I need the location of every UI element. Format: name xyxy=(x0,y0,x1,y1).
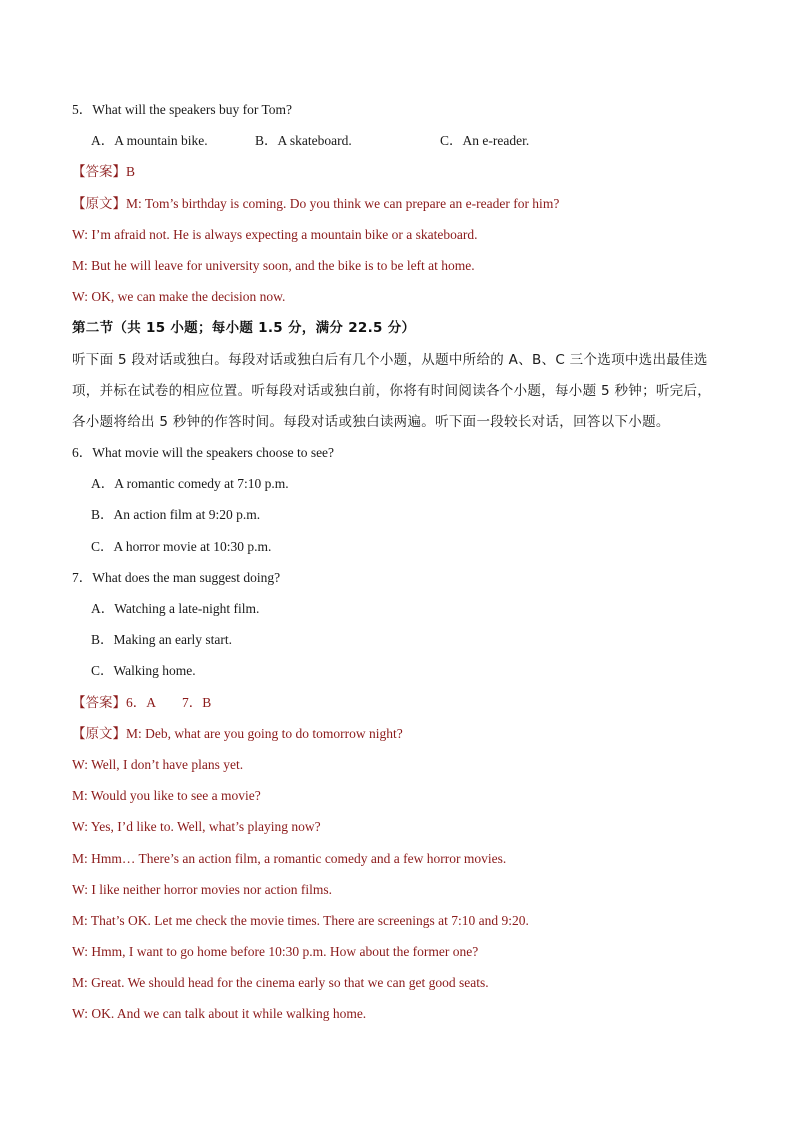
q6-option-c: C．A horror movie at 10:30 p.m. xyxy=(91,538,272,554)
transcript-2-line-6: W: I like neither horror movies nor action films. xyxy=(72,881,333,897)
section-2-instruction-1: 听下面 5 段对话或独白。每段对话或独白后有几个小题，从题中所给的 A、B、C 三个选项中选出最佳选 xyxy=(72,351,708,368)
q6-option-a: A．A romantic comedy at 7:10 p.m. xyxy=(91,476,289,492)
q5-option-a: A．A mountain bike. xyxy=(91,133,208,149)
question-7: 7．What does the man suggest doing? xyxy=(72,569,281,585)
transcript-2-line-8: W: Hmm, I want to go home before 10:30 p.m. How about the former one? xyxy=(72,944,479,960)
q7-option-c: C．Walking home. xyxy=(91,663,196,679)
section-2-instruction-2: 项，并标在试卷的相应位置。听每段对话或独白前，你将有时间阅读各个小题，每小题 5 秒钟；听完后， xyxy=(72,382,712,399)
section-2-instruction-3: 各小题将给出 5 秒钟的作答时间。每段对话或独白读两遍。听下面一段较长对话，回答以下小题。 xyxy=(72,413,670,430)
transcript-2-line-9: M: Great. We should head for the cinema early so that we can get good seats. xyxy=(72,975,489,991)
transcript-2-line-5: M: Hmm… There’s an action film, a romantic comedy and a few horror movies. xyxy=(72,850,507,866)
answer-label: 【答案】 xyxy=(72,164,126,180)
answer-6: 6．A xyxy=(126,694,156,710)
document-page xyxy=(72,100,732,1036)
answer-7: 7．B xyxy=(182,694,212,710)
q5-answer xyxy=(72,162,732,193)
transcript-2-line-4: W: Yes, I’d like to. Well, what’s playing now? xyxy=(72,819,321,835)
question-6: 6．What movie will the speakers choose to see? xyxy=(72,445,335,461)
transcript-2-line-7: M: That’s OK. Let me check the movie times. There are screenings at 7:10 and 9:20. xyxy=(72,912,529,928)
q5-transcript-line-3: M: But he will leave for university soon, and the bike is to be left at home. xyxy=(72,257,475,273)
transcript-text: M: Deb, what are you going to do tomorrow night? xyxy=(126,725,403,741)
q5-option-b: B．A skateboard. xyxy=(255,133,352,149)
transcript-label: 【原文】 xyxy=(72,725,126,741)
q7-option-b: B．Making an early start. xyxy=(91,632,232,648)
answer-label: 【答案】 xyxy=(72,694,126,710)
q6-option-b: B．An action film at 9:20 p.m. xyxy=(91,507,261,523)
q7-option-a: A．Watching a late-night film. xyxy=(91,601,260,616)
question-5: 5．What will the speakers buy for Tom? xyxy=(72,102,293,117)
transcript-label: 【原文】 xyxy=(72,195,126,211)
q5-option-c: C．An e-reader. xyxy=(440,133,530,149)
q5-transcript-line-4: W: OK, we can make the decision now. xyxy=(72,289,286,305)
section-2-heading: 第二节（共 15 小题；每小题 1.5 分，满分 22.5 分） xyxy=(72,320,416,337)
q5-transcript-line-2: W: I’m afraid not. He is always expecting a mountain bike or a skateboard. xyxy=(72,226,478,242)
transcript-2-line-3: M: Would you like to see a movie? xyxy=(72,788,261,804)
transcript-2-line-2: W: Well, I don’t have plans yet. xyxy=(72,756,244,772)
answers-6-7 xyxy=(72,693,732,724)
answer-value: B xyxy=(126,164,136,180)
transcript-2-line-10: W: OK. And we can talk about it while walking home. xyxy=(72,1006,367,1022)
q5-transcript-line-1 xyxy=(72,194,732,225)
question-5-options xyxy=(72,131,732,162)
transcript-text: M: Tom’s birthday is coming. Do you think we can prepare an e-reader for him? xyxy=(126,195,560,211)
transcript-2-line-1 xyxy=(72,724,732,755)
